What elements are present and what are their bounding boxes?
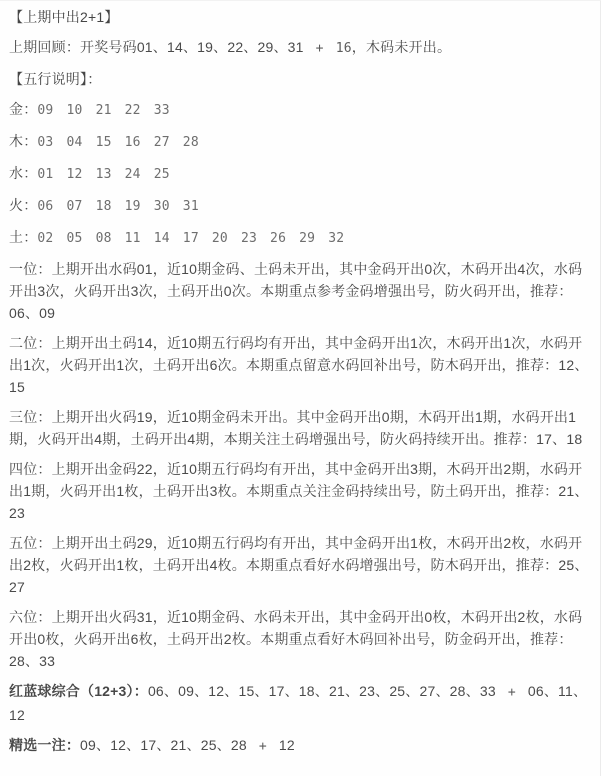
position-label: 五位 [9,535,38,551]
combo-red-numbers: 06、09、12、15、17、18、21、23、25、27、28、33 [147,683,496,699]
element-row-earth [9,226,592,250]
position-analysis-1 [9,258,592,324]
position-analysis-4 [9,458,592,524]
position-analysis-3 [9,406,592,450]
combo-blue-numbers: 06、11、12 [9,683,588,723]
colon: ： [23,197,38,213]
colon: ： [23,101,38,117]
pick-label: 精选一注 [9,737,66,753]
element-numbers: 01 12 13 24 25 [37,167,170,182]
colon: ： [37,335,52,351]
plus-sign: + [258,739,267,754]
position-label: 六位 [9,609,38,625]
position-text: 上期开出水码01，近10期金码、土码未开出，其中金码开出0次，木码开出4次，水码开出3次，火码开出3次，土码开出0次。本期重点参考金码增强出号，防火码开出，推荐：06、09 [9,261,583,321]
red-blue-combo-line [9,680,592,726]
five-elements-title: 【五行说明】： [9,71,102,87]
element-name: 火 [9,197,24,213]
element-row-water [9,162,592,186]
selected-pick-line [9,734,592,758]
position-analysis-2 [9,332,592,398]
colon: ： [37,461,52,477]
review-blue-number: 16 [335,41,352,56]
colon: ： [23,165,38,181]
element-row-wood [9,130,592,154]
element-name: 土 [9,229,24,245]
colon: ： [133,683,148,699]
pick-blue-number: 12 [278,737,295,753]
pick-red-numbers: 09、12、17、21、25、28 [80,737,247,753]
review-suffix: ，木码未开出。 [351,39,452,55]
element-name: 水 [9,165,24,181]
element-row-fire [9,194,592,218]
colon: ： [37,261,52,277]
position-text: 上期开出金码22，近10期五行码均有开出，其中金码开出3期，木码开出2期，水码开出1期，火码开出1枚，土码开出3枚。本期重点关注金码持续出号，防土码开出，推荐：21、23 [9,461,589,521]
last-draw-title: 【上期中出2+1】 [9,9,119,25]
position-text: 上期开出土码29，近10期五行码均有开出，其中金码开出1枚，木码开出2枚，水码开出2枚，火码开出1枚，土码开出4枚。本期重点看好水码增强出号，防木码开出，推荐：25、27 [9,535,589,595]
element-numbers: 03 04 15 16 27 28 [37,135,199,150]
position-label: 一位 [9,261,38,277]
last-draw-review [9,36,592,60]
colon: ： [37,535,52,551]
position-text: 上期开出火码31，近10期金码、水码未开出，其中金码开出0枚，木码开出2枚，水码开出0枚，火码开出6枚，土码开出2枚。本期重点看好木码回补出号，防金码开出，推荐：28、33 [9,609,583,669]
position-label: 四位 [9,461,38,477]
element-numbers: 02 05 08 11 14 17 20 23 26 29 32 [37,231,345,246]
position-analysis-5 [9,532,592,598]
colon: ： [37,409,52,425]
review-red-numbers: 开奖号码01、14、19、22、29、31 [80,39,304,55]
plus-sign: + [507,685,516,700]
position-label: 二位 [9,335,38,351]
colon: ： [65,39,81,55]
element-name: 木 [9,133,24,149]
element-numbers: 09 10 21 22 33 [37,103,170,118]
plus-sign: + [315,41,324,56]
element-row-metal [9,98,592,122]
review-label: 上期回顾 [9,39,66,55]
position-analysis-6 [9,606,592,672]
colon: ： [65,737,81,753]
position-label: 三位 [9,409,38,425]
colon: ： [23,229,38,245]
position-text: 上期开出土码14，近10期五行码均有开出，其中金码开出1次，木码开出1次，水码开出1次，火码开出1次，土码开出6次。本期重点留意水码回补出号，防木码开出，推荐：12、15 [9,335,589,395]
element-numbers: 06 07 18 19 30 31 [37,199,199,214]
position-text: 上期开出火码19，近10期金码未开出。其中金码开出0期，木码开出1期，水码开出1期，火码开出4期，土码开出4期，本期关注土码增强出号，防火码持续开出。推荐：17、18 [9,409,583,447]
combo-label: 红蓝球综合（12+3） [9,683,134,699]
colon: ： [37,609,52,625]
colon: ： [23,133,38,149]
element-name: 金 [9,101,24,117]
